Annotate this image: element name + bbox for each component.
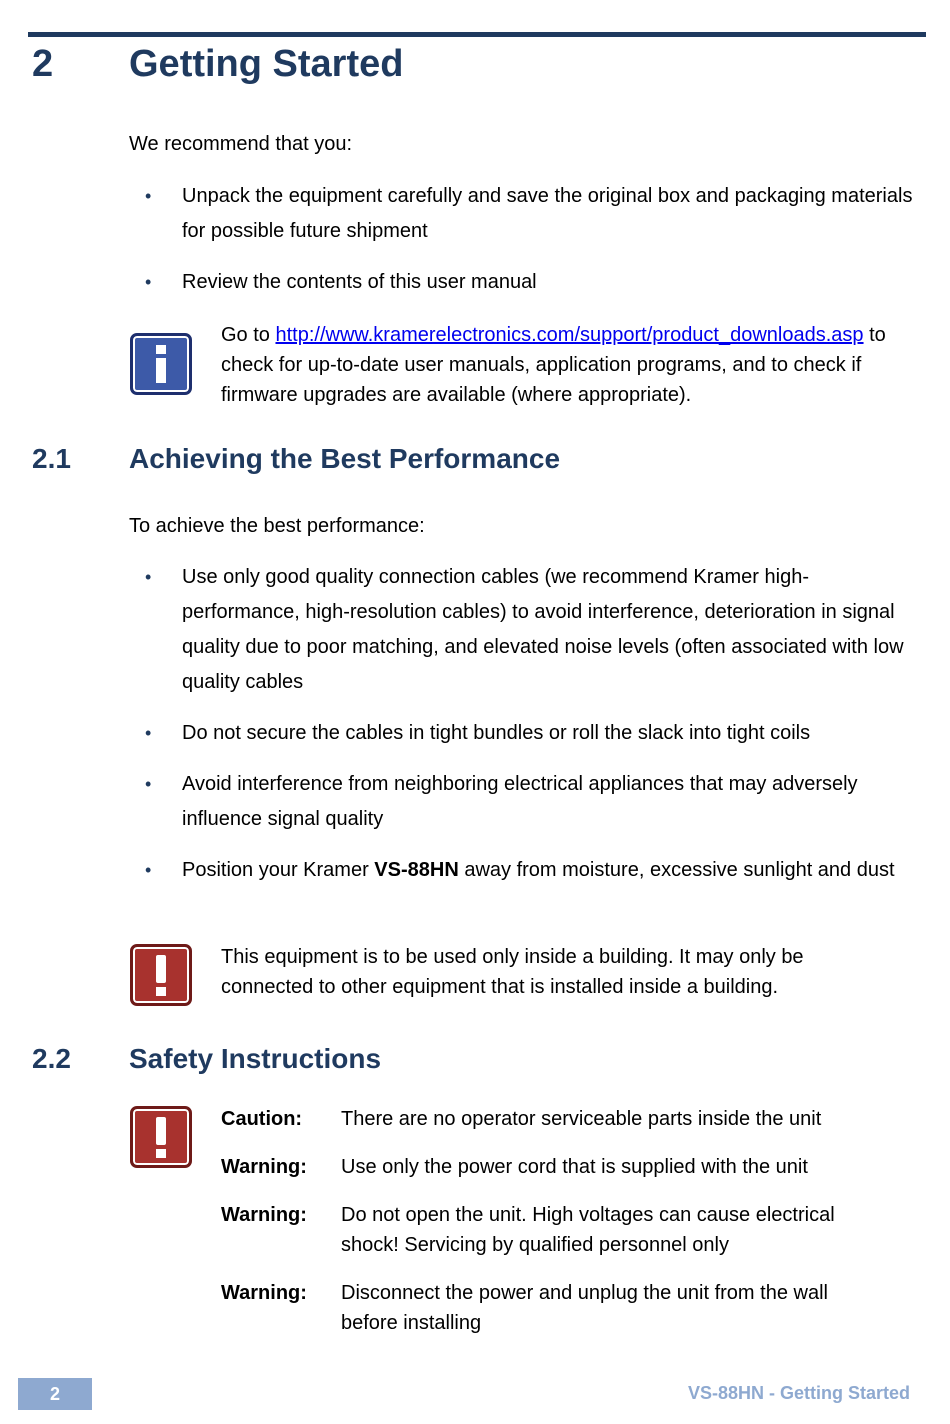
safety-text: Use only the power cord that is supplied with the unit	[341, 1156, 808, 1178]
intro-text: We recommend that you:	[129, 133, 353, 155]
safety-text: Do not open the unit. High voltages can cause electrical shock! Servicing by qualified personnel only	[341, 1204, 835, 1256]
warning-icon	[130, 944, 192, 1006]
list-item: • Use only good quality connection cables (we recommend Kramer high-performance, high-resolution cables) to avoid interference, deterioration in signal quality due to poor matching, and elevated noise levels (often associated with low quality cables	[129, 560, 919, 700]
warning-icon	[130, 1106, 192, 1168]
info-note	[221, 320, 933, 410]
safety-label: Warning:	[221, 1204, 307, 1226]
section-number: 2	[32, 43, 54, 85]
section-2-2-title: Safety Instructions	[129, 1043, 382, 1074]
section-2-1-number: 2.1	[32, 443, 71, 474]
list-item: • Unpack the equipment carefully and save the original box and packaging materials for possible future shipment	[129, 179, 919, 249]
safety-text: There are no operator serviceable parts inside the unit	[341, 1108, 822, 1130]
page-number: 2	[18, 1378, 92, 1410]
recommend-list	[129, 179, 919, 300]
safety-label: Warning:	[221, 1282, 307, 1304]
info-note-suffix: to check for up-to-date user manuals, application programs, and to check if firmware upgrades are available (where appropriate).	[221, 324, 886, 406]
section-title: Getting Started	[129, 43, 404, 85]
safety-label: Warning:	[221, 1156, 307, 1178]
product-name: VS-88HN	[374, 859, 459, 881]
safety-text: Disconnect the power and unplug the unit from the wall before installing	[341, 1282, 828, 1334]
info-note-prefix: Go to	[221, 324, 276, 346]
position-suffix: away from moisture, excessive sunlight and dust	[458, 859, 895, 881]
list-item: • Do not secure the cables in tight bundles or roll the slack into tight coils	[129, 716, 919, 751]
safety-label: Caution:	[221, 1108, 303, 1130]
performance-list	[129, 560, 919, 888]
section-2-1-title: Achieving the Best Performance	[129, 443, 561, 474]
footer-title: VS-88HN - Getting Started	[687, 1383, 910, 1403]
list-item: • Review the contents of this user manual	[129, 265, 919, 300]
top-rule	[28, 32, 926, 37]
section-2-2-number: 2.2	[32, 1043, 71, 1074]
info-icon	[130, 333, 192, 395]
list-item	[129, 853, 919, 888]
building-warning-text: This equipment is to be used only inside a building. It may only be connected to other equipment that is installed inside a building.	[221, 946, 804, 998]
list-item: • Avoid interference from neighboring electrical appliances that may adversely influence signal quality	[129, 767, 919, 837]
position-prefix: Position your Kramer	[182, 859, 375, 881]
performance-intro: To achieve the best performance:	[129, 515, 425, 537]
product-downloads-link[interactable]: http://www.kramerelectronics.com/support/product_downloads.asp	[275, 324, 864, 346]
